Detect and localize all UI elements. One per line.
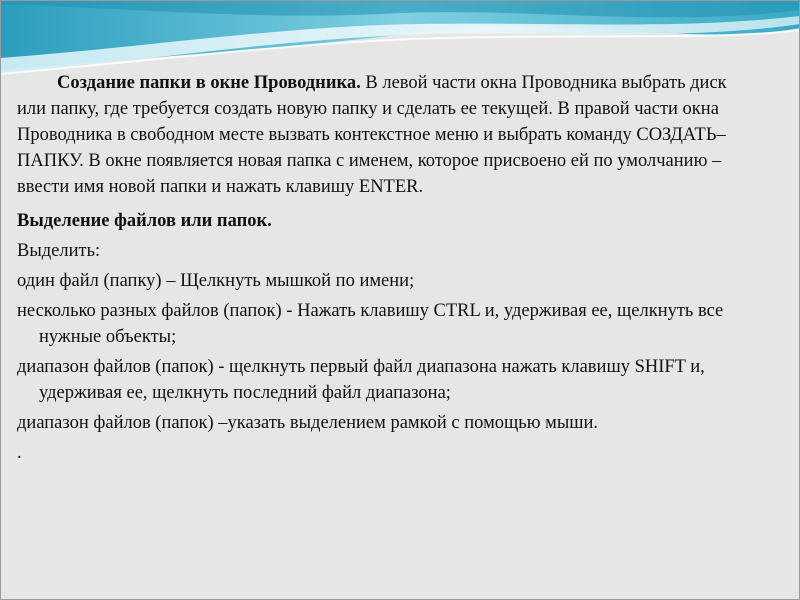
trailing-dot: . <box>17 443 22 463</box>
slide-body <box>17 70 752 466</box>
list-item: несколько разных файлов (папок) - Нажать клавишу CTRL и, удерживая ее, щелкнуть все нужные объекты; <box>17 301 724 347</box>
select-label: Выделить: <box>17 241 101 261</box>
intro-text: В левой части окна Проводника выбрать диск или папку, где требуется создать новую папку и сделать ее текущей. В правой части окна Проводника в свободном месте вызвать контекстное меню и выбрать команду СОЗДАТЬ– ПАПКУ. В окне появляется новая папка с именем, которое присвоено ей по умолчанию – ввести имя новой папки и нажать клавишу ENTER. <box>17 73 727 197</box>
list-item: диапазон файлов (папок) - щелкнуть первый файл диапазона нажать клавишу SHIFT и, удерживая ее, щелкнуть последний файл диапазона; <box>17 357 705 403</box>
intro-heading: Создание папки в окне Проводника. <box>57 73 361 93</box>
list-item: диапазон файлов (папок) –указать выделением рамкой с помощью мыши. <box>17 413 599 433</box>
intro-paragraph <box>17 70 752 200</box>
selection-heading: Выделение файлов или папок. <box>17 211 272 231</box>
wave-header-decoration <box>0 0 800 80</box>
list-item: один файл (папку) – Щелкнуть мышкой по имени; <box>17 271 415 291</box>
